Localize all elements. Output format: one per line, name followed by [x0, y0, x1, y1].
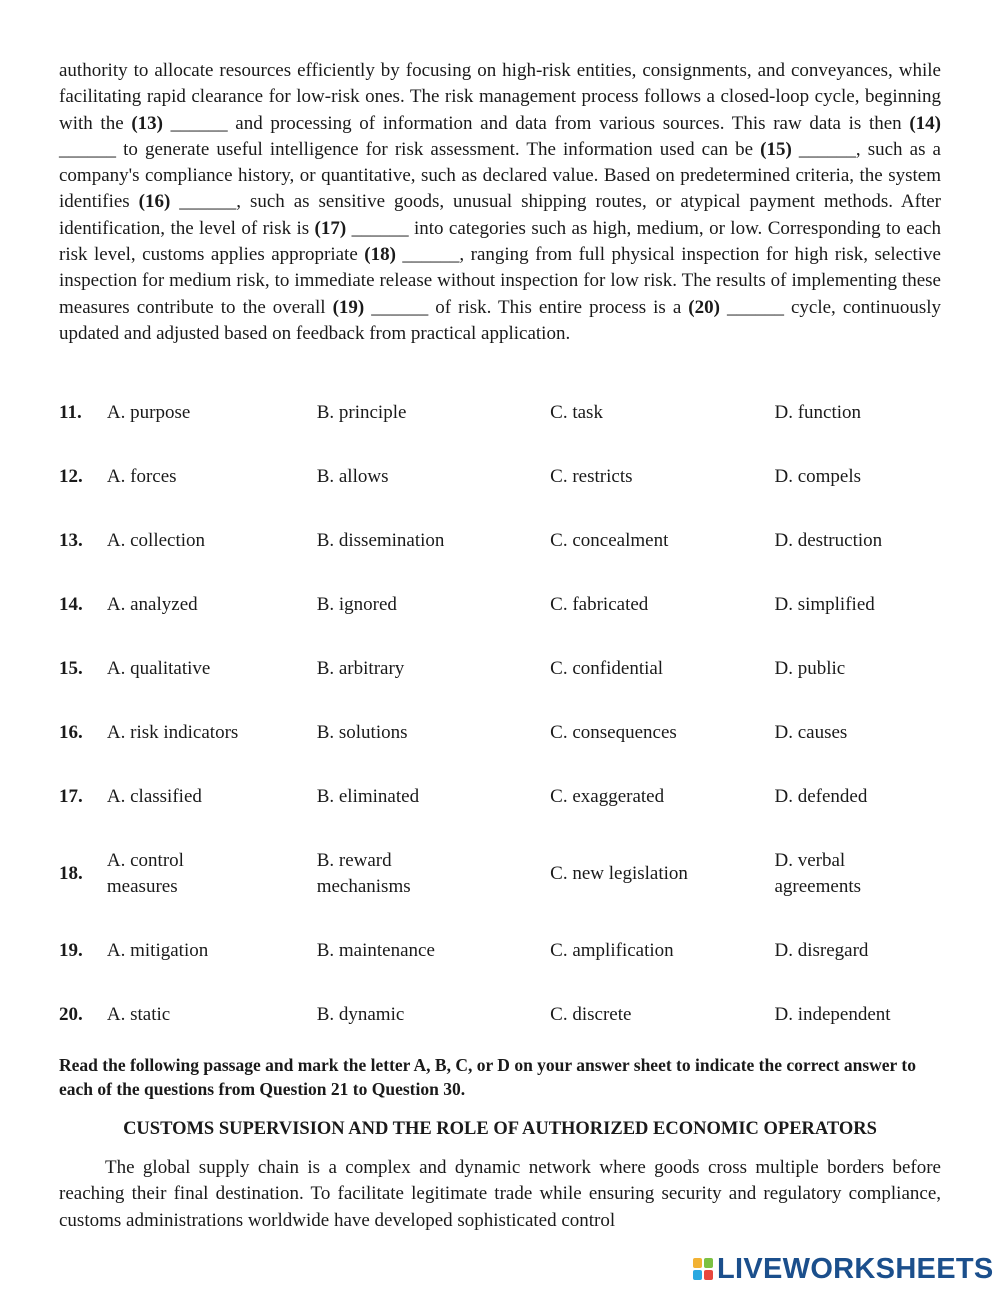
- question-ref-16: (16): [138, 191, 171, 213]
- question-ref-20: (20): [688, 296, 720, 318]
- option-c[interactable]: C. fabricated: [550, 593, 649, 615]
- option-a[interactable]: A. static: [106, 1003, 171, 1025]
- section-heading: CUSTOMS SUPERVISION AND THE ROLE OF AUTHORIZED ECONOMIC OPERATORS: [123, 1119, 877, 1139]
- option-a[interactable]: A. control measures: [106, 849, 184, 897]
- option-a[interactable]: A. collection: [106, 529, 206, 551]
- question-row: [59, 381, 941, 445]
- option-c[interactable]: C. task: [550, 401, 603, 423]
- question-row: [59, 445, 941, 509]
- option-d[interactable]: D. destruction: [774, 529, 883, 551]
- question-ref-15: (15): [760, 138, 792, 160]
- option-d[interactable]: D. causes: [774, 721, 848, 743]
- question-row: [59, 701, 941, 765]
- option-b[interactable]: B. dynamic: [316, 1003, 405, 1025]
- passage2-paragraph: The global supply chain is a complex and dynamic network where goods cross multiple borders before reaching their final destination. To facilitate legitimate trade while ensuring security and regulatory compliance, customs administrations worldwide have developed sophisticated control: [59, 1157, 941, 1231]
- question-ref-17: (17): [314, 217, 347, 239]
- option-b[interactable]: B. maintenance: [316, 939, 435, 961]
- option-a[interactable]: A. risk indicators: [106, 721, 239, 743]
- instruction-text: Read the following passage and mark the letter A, B, C, or D on your answer sheet to indicate the correct answer to each of the questions from Question 21 to Question 30.: [59, 1055, 916, 1099]
- option-d[interactable]: D. independent: [774, 1003, 891, 1025]
- logo-text: LIVEWORKSHEETS: [717, 1253, 994, 1285]
- question-number: 20.: [59, 1003, 83, 1025]
- option-c[interactable]: C. concealment: [550, 529, 669, 551]
- option-d[interactable]: D. public: [774, 657, 846, 679]
- question-row: [59, 637, 941, 701]
- answer-options-table: [59, 381, 941, 1047]
- option-c[interactable]: C. amplification: [550, 939, 674, 961]
- question-number: 12.: [59, 465, 83, 487]
- question-number: 19.: [59, 939, 83, 961]
- question-row: [59, 919, 941, 983]
- option-b[interactable]: B. eliminated: [316, 785, 420, 807]
- option-b[interactable]: B. arbitrary: [316, 657, 405, 679]
- question-row: [59, 765, 941, 829]
- option-b[interactable]: B. reward mechanisms: [316, 849, 411, 897]
- question-ref-18: (18): [364, 244, 396, 266]
- question-number: 16.: [59, 721, 83, 743]
- option-a[interactable]: A. qualitative: [106, 657, 211, 679]
- option-b[interactable]: B. allows: [316, 465, 389, 487]
- question-number: 13.: [59, 529, 83, 551]
- option-b[interactable]: B. ignored: [316, 593, 397, 615]
- question-number: 11.: [59, 401, 82, 423]
- option-c[interactable]: C. new legislation: [550, 862, 688, 884]
- option-c[interactable]: C. consequences: [550, 721, 677, 743]
- logo-mark-icon: [693, 1258, 713, 1280]
- question-number: 14.: [59, 593, 83, 615]
- option-d[interactable]: D. simplified: [774, 593, 875, 615]
- question-number: 18.: [59, 862, 83, 884]
- question-ref-19: (19): [332, 296, 365, 318]
- option-c[interactable]: C. confidential: [550, 657, 664, 679]
- option-d[interactable]: D. defended: [774, 785, 868, 807]
- question-row: [59, 573, 941, 637]
- option-d[interactable]: D. disregard: [774, 939, 869, 961]
- option-d[interactable]: D. compels: [774, 465, 862, 487]
- option-d[interactable]: D. verbal agreements: [774, 849, 861, 897]
- liveworksheets-logo: [693, 1254, 994, 1284]
- option-a[interactable]: A. purpose: [106, 401, 191, 423]
- option-a[interactable]: A. analyzed: [106, 593, 198, 615]
- option-b[interactable]: B. dissemination: [316, 529, 445, 551]
- question-number: 17.: [59, 785, 83, 807]
- option-b[interactable]: B. solutions: [316, 721, 408, 743]
- passage-container: [59, 58, 941, 347]
- passage-paragraph: authority to allocate resources efficiently by focusing on high-risk entities, consignments, and conveyances, while facilitating rapid clearance for low-risk ones. The risk management process follows a closed-loop cycle, beginning with the (13) ______ and processing of information and data from various sources. This raw data is then (14) ______ to generate useful intelligence for risk assessment. The information used can be (15) ______, such as a company's compliance history, or quantitative, such as declared value. Based on predetermined criteria, the system identifies (16) ______, such as sensitive goods, unusual shipping routes, or atypical payment methods. After identification, the level of risk is (17) ______ into categories such as high, medium, or low. Corresponding to each risk level, customs applies appropriate (18) ______, ranging from full physical inspection for high risk, selective inspection for medium risk, to immediate release without inspection for low risk. The results of implementing these measures contribute to the overall (19) ______ of risk. This entire process is a (20) ______ cycle, continuously updated and adjusted based on feedback from practical application.: [59, 60, 941, 344]
- option-c[interactable]: C. discrete: [550, 1003, 632, 1025]
- option-a[interactable]: A. classified: [106, 785, 202, 807]
- question-row: [59, 829, 941, 919]
- option-a[interactable]: A. forces: [106, 465, 177, 487]
- question-ref-13: (13): [131, 112, 163, 134]
- option-a[interactable]: A. mitigation: [106, 939, 209, 961]
- option-c[interactable]: C. exaggerated: [550, 785, 665, 807]
- question-row: [59, 509, 941, 573]
- question-number: 15.: [59, 657, 83, 679]
- option-d[interactable]: D. function: [774, 401, 862, 423]
- option-b[interactable]: B. principle: [316, 401, 407, 423]
- question-ref-14: (14): [909, 112, 941, 134]
- question-row: [59, 983, 941, 1047]
- option-c[interactable]: C. restricts: [550, 465, 633, 487]
